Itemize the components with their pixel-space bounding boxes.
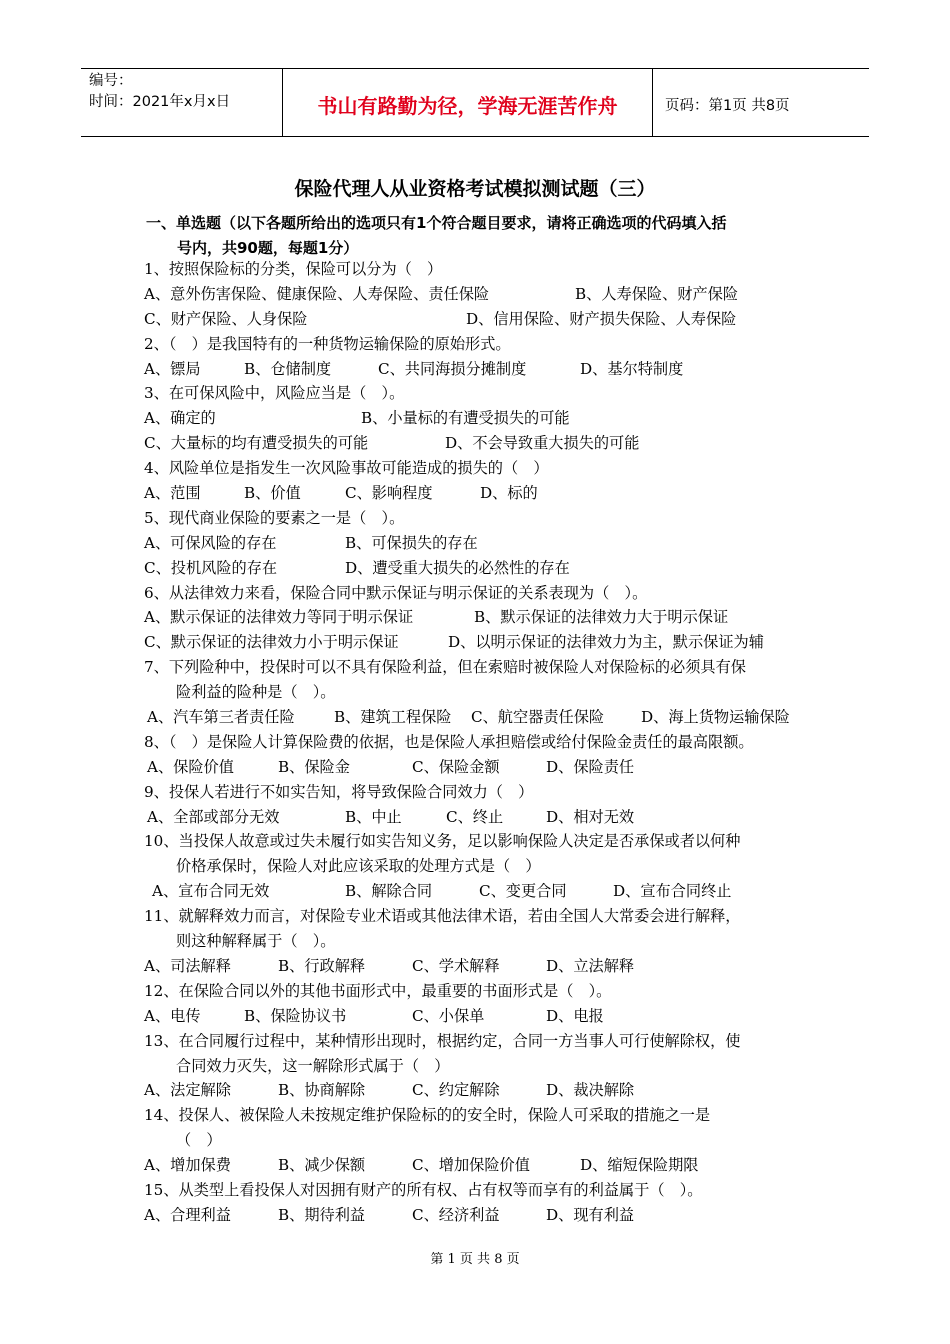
- option-b: B、协商解除: [278, 1081, 366, 1100]
- option-c: C、增加保险价值: [412, 1156, 530, 1175]
- option-b: B、价值: [244, 484, 301, 503]
- option-d: D、宣布合同终止: [613, 882, 732, 901]
- option-a: A、确定的: [144, 409, 216, 428]
- question-stem-continued: 险利益的险种是（ ）。: [176, 683, 336, 702]
- question-stem: 7、下列险种中，投保时可以不具有保险利益，但在索赔时被保险人对保险标的必须具有保: [144, 658, 746, 677]
- document-date: 时间：2021年x月x日: [89, 94, 231, 110]
- option-b: B、可保损失的存在: [345, 533, 478, 552]
- question-stem: 1、按照保险标的分类，保险可以分为（ ）: [144, 260, 443, 278]
- option-d: D、裁决解除: [546, 1081, 635, 1100]
- question-stem: 10、当投保人故意或过失未履行如实告知义务，足以影响保险人决定是否承保或者以何种: [144, 832, 741, 851]
- option-row: [144, 481, 824, 506]
- option-d: D、信用保险、财产损失保险、人寿保险: [466, 309, 737, 328]
- option-c: C、变更合同: [479, 882, 567, 901]
- option-c: C、约定解除: [412, 1081, 500, 1100]
- option-a: A、宣布合同无效: [152, 882, 270, 901]
- option-d: D、不会导致重大损失的可能: [445, 434, 640, 453]
- question-stem: 11、就解释效力而言，对保险专业术语或其他法律术语，若由全国人大常委会进行解释，: [144, 907, 741, 926]
- question-list: [144, 257, 824, 1228]
- option-c: C、默示保证的法律效力小于明示保证: [144, 633, 399, 652]
- question-stem: 9、投保人若进行不如实告知，将导致保险合同效力（ ）: [144, 782, 534, 801]
- section-heading: [146, 211, 826, 261]
- option-b: B、减少保额: [278, 1156, 366, 1175]
- option-a: A、镖局: [144, 359, 201, 378]
- option-row: [144, 605, 824, 630]
- option-b: B、中止: [345, 807, 402, 826]
- option-row: [144, 1078, 824, 1103]
- option-b: B、默示保证的法律效力大于明示保证: [474, 608, 729, 627]
- question-stem: 6、从法律效力来看，保险合同中默示保证与明示保证的关系表现为（ ）。: [144, 583, 648, 602]
- page-header: [81, 68, 869, 137]
- section-heading-line2: 号内，共90题，每题1分）: [177, 239, 359, 257]
- option-b: B、人寿保险、财产保险: [575, 284, 739, 303]
- option-b: B、建筑工程保险: [334, 708, 452, 727]
- option-a: A、默示保证的法律效力等同于明示保证: [144, 608, 414, 627]
- option-d: D、立法解释: [546, 956, 635, 975]
- option-row: [144, 1203, 824, 1228]
- option-a: A、范围: [144, 484, 201, 503]
- option-row: [144, 1004, 824, 1029]
- option-c: C、保险金额: [412, 757, 500, 776]
- question-stem: 4、风险单位是指发生一次风险事故可能造成的损失的（ ）: [144, 459, 549, 478]
- option-d: D、遭受重大损失的必然性的存在: [345, 558, 570, 577]
- option-d: D、保险责任: [546, 757, 635, 776]
- option-d: D、基尔特制度: [580, 359, 684, 378]
- question-stem-continued: 合同效力灭失，这一解除形式属于（ ）: [176, 1056, 450, 1075]
- question-stem: 13、在合同履行过程中，某种情形出现时，根据约定，合同一方当事人可行使解除权，使: [144, 1031, 741, 1050]
- question-stem: 12、在保险合同以外的其他书面形式中，最重要的书面形式是（ ）。: [144, 981, 612, 1000]
- option-d: D、现有利益: [546, 1205, 635, 1224]
- option-a: A、意外伤害保险、健康保险、人寿保险、责任保险: [144, 284, 490, 303]
- option-a: A、可保风险的存在: [144, 533, 277, 552]
- option-c: C、航空器责任保险: [471, 708, 605, 727]
- option-d: D、以明示保证的法律效力为主，默示保证为辅: [448, 633, 764, 652]
- option-a: A、法定解除: [144, 1081, 231, 1100]
- header-meta: [81, 69, 283, 136]
- option-b: B、保险金: [278, 757, 350, 776]
- option-c: C、学术解释: [412, 956, 500, 975]
- option-a: A、全部或部分无效: [147, 807, 280, 826]
- option-row: [144, 431, 824, 456]
- question-stem: 14、投保人、被保险人未按规定维护保险标的的安全时，保险人可采取的措施之一是: [144, 1106, 711, 1125]
- option-row: [144, 805, 824, 830]
- option-c: C、小保单: [412, 1006, 485, 1025]
- option-a: A、司法解释: [144, 956, 231, 975]
- option-d: D、相对无效: [546, 807, 635, 826]
- option-row: [144, 755, 824, 780]
- option-c: C、大量标的均有遭受损失的可能: [144, 434, 369, 453]
- document-number: 编号：: [89, 73, 133, 89]
- option-b: B、小量标的有遭受损失的可能: [361, 409, 570, 428]
- question-stem-continued: 则这种解释属于（ ）。: [176, 932, 336, 951]
- option-d: D、海上货物运输保险: [641, 708, 790, 727]
- header-page-info: 页码：第1页 共8页: [665, 98, 790, 114]
- option-row: [144, 531, 824, 556]
- header-motto: 书山有路勤为径，学海无涯苦作舟: [283, 69, 653, 136]
- option-a: A、电传: [144, 1006, 201, 1025]
- option-row: [144, 307, 824, 332]
- option-a: A、合理利益: [144, 1205, 231, 1224]
- option-a: A、保险价值: [147, 757, 234, 776]
- document-title: 保险代理人从业资格考试模拟测试题（三）: [294, 178, 656, 200]
- option-d: D、电报: [546, 1006, 604, 1025]
- option-c: C、共同海损分摊制度: [378, 359, 527, 378]
- option-row: [144, 630, 824, 655]
- option-row: [144, 406, 824, 431]
- question-stem-continued: 价格承保时，保险人对此应该采取的处理方式是（ ）: [176, 857, 541, 876]
- option-d: D、标的: [480, 484, 538, 503]
- question-stem: 5、现代商业保险的要素之一是（ ）。: [144, 508, 405, 527]
- option-a: A、汽车第三者责任险: [147, 708, 295, 727]
- option-b: B、解除合同: [345, 882, 433, 901]
- question-stem: 15、从类型上看投保人对因拥有财产的所有权、占有权等而享有的利益属于（ ）。: [144, 1180, 703, 1199]
- question-stem-continued: （ ）: [176, 1131, 222, 1150]
- option-a: A、增加保费: [144, 1156, 231, 1175]
- option-row: [144, 1153, 824, 1178]
- option-c: C、投机风险的存在: [144, 558, 278, 577]
- option-c: C、终止: [446, 807, 504, 826]
- option-b: B、仓储制度: [244, 359, 332, 378]
- option-c: C、影响程度: [345, 484, 433, 503]
- option-row: [144, 282, 824, 307]
- option-row: [144, 357, 824, 382]
- option-b: B、行政解释: [278, 956, 366, 975]
- option-row: [144, 954, 824, 979]
- section-heading-line1: 一、单选题（以下各题所给出的选项只有1个符合题目要求，请将正确选项的代码填入括: [146, 214, 727, 232]
- option-row: [144, 556, 824, 581]
- option-c: C、财产保险、人身保险: [144, 309, 308, 328]
- option-b: B、期待利益: [278, 1205, 366, 1224]
- option-row: [144, 705, 824, 730]
- page-footer: 第 1 页 共 8 页: [430, 1252, 520, 1267]
- question-stem: 2、（ ）是我国特有的一种货物运输保险的原始形式。: [144, 334, 511, 353]
- option-b: B、保险协议书: [244, 1006, 347, 1025]
- option-c: C、经济利益: [412, 1205, 500, 1224]
- question-stem: 8、（ ）是保险人计算保险费的依据，也是保险人承担赔偿或给付保险金责任的最高限额。: [144, 732, 754, 751]
- question-stem: 3、在可保风险中，风险应当是（ ）。: [144, 384, 405, 403]
- option-row: [144, 879, 824, 904]
- option-d: D、缩短保险期限: [580, 1156, 699, 1175]
